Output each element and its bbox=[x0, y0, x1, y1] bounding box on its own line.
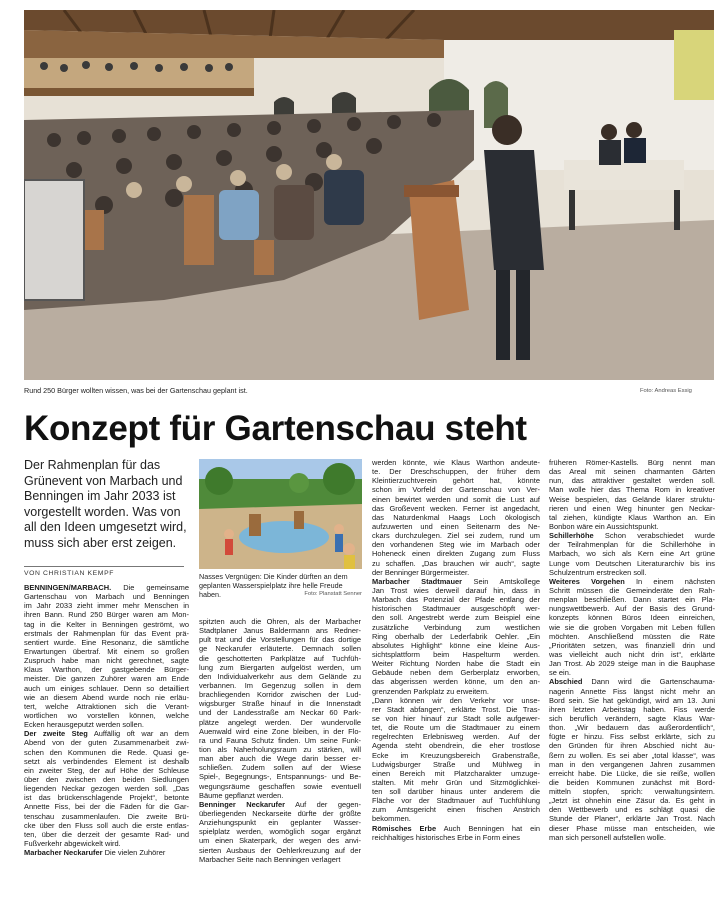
text-line: ihren letzten Arbeitstag haben. Fiss werde bbox=[549, 704, 715, 714]
text-line: Agenda steht obendrein, die eher trostlose bbox=[372, 741, 540, 751]
text-line: ihren Bann. Rund 250 Bürger waren am Mon- bbox=[24, 610, 189, 620]
text-line: aufzuwerten und einen Seitenarm des Ne- bbox=[372, 521, 540, 531]
text-line: bekommen. bbox=[372, 814, 411, 824]
text-line: sentiert wurde. Eine Resonanz, die sämtliche bbox=[24, 637, 189, 647]
text-line: man sich personell aufstellen wolle. bbox=[549, 832, 666, 842]
playground-rendering-image bbox=[199, 459, 362, 569]
text-line: wortlichen wo vorstellen können, welche bbox=[24, 710, 189, 720]
text-line: um einen Skaterpark, der wegen des anvi- bbox=[199, 836, 361, 846]
text-line: Marbacher Seite nach Benningen verlagert bbox=[199, 854, 341, 864]
text-line: das Naturdenkmal Haags Loch ökologisch bbox=[372, 512, 540, 522]
text-line: „Prioritäten setzen, was finanziell drin und bbox=[549, 640, 715, 650]
text-line: Stadtplaner Janus Baldermann ans Redner- bbox=[199, 626, 361, 636]
text-line: Marbach, wo sich als Kern eine Art grüne bbox=[549, 549, 715, 559]
playground-credit: Foto: Planstatt Senner bbox=[304, 591, 362, 597]
text-line: BENNINGEN/MARBACH. Die gemeinsame bbox=[24, 583, 189, 592]
text-line: möchten. Anschließend müssten die Räte bbox=[549, 631, 715, 641]
text-line: wie sie die groben Vorgaben mit Leben füllen bbox=[549, 622, 715, 632]
text-line: Kleintierzuchtverein gehört hat, könnte bbox=[372, 476, 540, 486]
text-line: Jan Trost. Ab 2029 steige man in die Bauphase bbox=[549, 659, 715, 669]
text-line: konzepts können Büros Ideen einreichen, bbox=[549, 613, 715, 623]
text-line: erreicht habe. Die Lücke, die sie reiße, wollen bbox=[549, 768, 715, 778]
text-line: Ludwigsburger Straße und Mühlweg in bbox=[372, 759, 540, 769]
text-line: sierten Ausbaus der Oehlerkreuzung auf der bbox=[199, 845, 361, 855]
text-line: das Großevent wecken. Ferner ist angedacht, bbox=[372, 503, 540, 513]
text-line: se von hier hinauf zur Stadt solle aufgewer- bbox=[372, 713, 540, 723]
text-line: ge Neckarufer erläuterte. Demnach sollen bbox=[199, 644, 361, 654]
text-line: fügte er hinzu. Fiss selbst erklärte, sich zu bbox=[549, 732, 715, 742]
text-line: cke über den Fluss soll auch die erste entlas- bbox=[24, 820, 189, 830]
text-line: rieren und einen Weg hinunter gen Neckar- bbox=[549, 503, 715, 513]
text-line: Ring oberhalb der Lederfabrik Oehler. „Ein bbox=[372, 631, 540, 641]
text-line: im Jahr 2033 zieht immer mehr Menschen in bbox=[24, 601, 189, 611]
text-line: grenzenden Parkplatz zu erweitern. bbox=[372, 686, 489, 696]
playground-caption-text: Nasses Vergnügen: Die Kinder dürften an dem geplanten Wasserspielplatz ihre helle Freude haben. bbox=[199, 572, 348, 599]
text-line: Fläche vor der Stadtmauer auf Tuchfühlung bbox=[372, 796, 540, 806]
text-line: Marbacher Stadtmauer Sein Amtskollege bbox=[372, 576, 540, 586]
text-line: ckars durchzulegen. Ziel sei zudem, rund um bbox=[372, 531, 540, 541]
text-line: tal ziehen, kündigte Klaus Warthon an. Ein bbox=[549, 512, 715, 522]
text-line: ßern zu wollen. Es sei aber „total klasse“, was bbox=[549, 750, 715, 760]
text-line: Marbach das Potenzial der Pfade entlang der bbox=[372, 595, 540, 605]
text-line: schließen. Zudem sollen auf der Wiese bbox=[199, 763, 361, 773]
text-line: Jan Trost wies derweil darauf hin, dass in bbox=[372, 585, 540, 595]
text-line: Zuspruch habe man nicht gerechnet, sagte bbox=[24, 656, 189, 666]
body-column-2 bbox=[199, 617, 361, 864]
text-line: plätze angelegt werden. Der wundervolle bbox=[199, 717, 361, 727]
text-line: se ein. bbox=[549, 668, 571, 678]
main-photo bbox=[24, 10, 714, 380]
text-line: die geschotterten Parkplätze auf Tuchfüh- bbox=[199, 653, 361, 663]
text-line: zum Amtsgericht einen frischen Anstrich bbox=[372, 805, 540, 815]
text-line: den soll. Angestrebt werde zum Beispiel eine bbox=[372, 613, 540, 623]
text-line: te. Der Dreschschuppen, der früher dem bbox=[372, 467, 540, 477]
headline: Konzept für Gartenschau steht bbox=[24, 409, 527, 448]
text-line: sichtsplattform beim Haspelturm werden. bbox=[372, 649, 540, 659]
text-line: ra und Fauna Schutz finden. Um seine Funk- bbox=[199, 735, 361, 745]
text-line: „Dann können wir den Verkehr vor unse- bbox=[372, 695, 540, 705]
text-line: Schulzentrum erstrecken soll. bbox=[549, 567, 647, 577]
text-line: Fußverkehr abgewickelt wird. bbox=[24, 838, 121, 848]
text-line: Der zweite Steg Auffällig oft war an dem bbox=[24, 729, 189, 739]
text-line: Ecken herausgeputzt werden sollen. bbox=[24, 720, 144, 730]
text-line: tion als Naherholungsraum zu stärken, will bbox=[199, 744, 361, 754]
text-line: zu schaffen. „Das brauchen wir auch“, sagte bbox=[372, 558, 540, 568]
text-line: sich beruflich verändern, sagte Klaus War- bbox=[549, 713, 715, 723]
text-line: Weise bespielen, das Gelände klarer struktu- bbox=[549, 494, 715, 504]
text-line: brachliegenden Korridor zwischen der Lud- bbox=[199, 690, 361, 700]
text-line: mitteln stopfen, sprich: verwaltungsintern. bbox=[549, 787, 715, 797]
text-line: Man wolle hier das Thema Rom in kreativer bbox=[549, 485, 715, 495]
byline-rule bbox=[24, 566, 184, 567]
text-line: wegungsräume geschaffen sowie eventuell bbox=[199, 781, 361, 791]
text-line: einen bewirtet werden und somit die Lust auf bbox=[372, 494, 540, 504]
text-line: den Individualverkehr aus dem Gelände zu bbox=[199, 671, 361, 681]
text-line: ten soll darüber hinaus unter anderem die bbox=[372, 787, 540, 797]
text-line: Benninger Neckarufer Auf der gegen- bbox=[199, 799, 361, 809]
text-line: das abgerissen werden könne, um den an- bbox=[372, 677, 540, 687]
body-column-3 bbox=[372, 458, 540, 842]
text-line: Hoheneck einen direkten Zugang zum Fluss bbox=[372, 549, 540, 559]
text-line: man in den vergangenen Jahren zusammen bbox=[549, 759, 715, 769]
text-line: Auenwald wird eine Zone bleiben, in der Flo- bbox=[199, 726, 361, 736]
body-column-4 bbox=[549, 458, 715, 842]
text-line: ist das brückenschlagende Projekt“, betonte bbox=[24, 793, 189, 803]
text-line: und der Landesstraße am Neckar 60 Park- bbox=[199, 708, 361, 718]
text-line: meister. Die ganzen Zuhörer waren am Ende bbox=[24, 674, 189, 684]
text-line: liegenden Neckar gezogen werden soll. „Das bbox=[24, 784, 189, 794]
text-line: Erwartungen übertraf. Mit einem so großen bbox=[24, 646, 189, 656]
text-line: ein zweiter Steg, der auf Höhe der Schleuse bbox=[24, 765, 189, 775]
text-line: über den zwischen den beiden Siedlungen bbox=[24, 774, 189, 784]
text-line: die beiden Kommunen zunächst mit Bord- bbox=[549, 777, 715, 787]
text-line: Stunde der Planer“, erklärte Jan Trost. Nach bbox=[549, 814, 715, 824]
text-line: setzt als verbindendes Element ist deshalb bbox=[24, 756, 189, 766]
text-line: spitzten auch die Ohren, als der Marbacher bbox=[199, 617, 361, 626]
text-line: pult trat und die Vorstellungen für das dortige bbox=[199, 635, 361, 645]
text-line: schen den Kommunen die Rede. Quasi ge- bbox=[24, 747, 189, 757]
text-line: Lunge vom Deutschen Literaturarchiv bis ins bbox=[549, 558, 715, 568]
text-line: tag in die Kelter in Benningen geströmt, wo bbox=[24, 619, 189, 629]
text-line: Bonbon wäre ein Aussichtspunkt. bbox=[549, 521, 659, 531]
text-line: stalten. Mit mehr Grün und Sitzmöglichkei- bbox=[372, 777, 540, 787]
text-line: Klaus Warthon, der gastgebende Bürger- bbox=[24, 665, 189, 675]
text-line: absolutes Highlight“ könne eine kleine Aus- bbox=[372, 640, 540, 650]
text-line: Abschied Dann wird die Gartenschauma- bbox=[549, 677, 715, 687]
text-line: verbannen. Im Gegenzug sollen in dem bbox=[199, 680, 361, 690]
text-line: regelrechten Erlebnisweg werden. Auf der bbox=[372, 732, 540, 742]
photo-credit: Foto: Andreas Essig bbox=[640, 388, 692, 394]
text-line: Abend von der guten Zusammenarbeit zwi- bbox=[24, 738, 189, 748]
byline-text: VON CHRISTIAN KEMPF bbox=[24, 570, 114, 577]
text-line: dieser Phase müsse man entscheiden, wie bbox=[549, 823, 715, 833]
text-line: man aber auch die Wege darin besser er- bbox=[199, 754, 361, 764]
text-line: auch um einiges schlauer. Denn so detailliert bbox=[24, 683, 189, 693]
text-line: erstmals der Rahmenplan für das Event prä- bbox=[24, 628, 189, 638]
lead-paragraph: Der Rahmenplan für das Grünevent von Marbach und Benningen im Jahr 2033 ist vorgestellt worden. Was von all den Ideen umgesetzt wird, muss sich aber erst zeigen. bbox=[24, 458, 187, 550]
text-line: den Gründen für ihren Abschied nicht äu- bbox=[549, 741, 715, 751]
text-line: Ecke im Kreuzungsbereich Grabenstraße, bbox=[372, 750, 540, 760]
text-line: nun, das attraktiver gestaltet werden soll. bbox=[549, 476, 715, 486]
text-line: tet, die Route um die Stadtmauer zu einem bbox=[372, 723, 540, 733]
text-line: schon im Vorfeld der Gartenschau von Ver- bbox=[372, 485, 540, 495]
text-line: Bord sein. Sie hat gekündigt, wird am 13. Juni bbox=[549, 695, 715, 705]
text-line: „Jetzt ist ohnehin eine Zäsur da. Es geht in bbox=[549, 796, 715, 806]
text-line: tenschau zusammenlaufen. Die zweite Brü- bbox=[24, 811, 189, 821]
text-line: den Wettbewerb und es schlägt quasi die bbox=[549, 805, 715, 815]
text-line: ten, über die derzeit der gesamte Rad- und bbox=[24, 829, 189, 839]
text-line: das Areal mit seinen charmanten Gärten bbox=[549, 467, 715, 477]
text-line: nungswettbewerb. Auf der Basis des Grund- bbox=[549, 604, 715, 614]
text-line: Bäume gepflanzt werden. bbox=[199, 790, 284, 800]
text-line: Weiter Richtung Norden habe die Stadt ein bbox=[372, 659, 540, 669]
text-line: überliegenden Neckarseite dürfte der größte bbox=[199, 808, 361, 818]
text-line: der Benninger Bürgermeister. bbox=[372, 567, 470, 577]
text-line: Gartenschau von Marbach und Benningen bbox=[24, 592, 189, 602]
text-line: was vielleicht auch nicht drin ist“, erklärte bbox=[549, 649, 715, 659]
text-line: lung zum Biergarten aufgelöst werden, um bbox=[199, 662, 361, 672]
text-line: Römisches Erbe Auch Benningen hat ein bbox=[372, 823, 540, 833]
text-line: werden könnte, wie Klaus Warthon andeute- bbox=[372, 458, 540, 467]
text-line: zusätzliche Verbindung zum westlichen bbox=[372, 622, 540, 632]
text-line: einen Bereich mit Platzcharakter umzuge- bbox=[372, 768, 540, 778]
text-line: Gebäude neben dem Gerberplatz erworben, bbox=[372, 668, 540, 678]
text-line: rer Stadt abfangen“, erklärte Trost. Die Tras- bbox=[372, 704, 540, 714]
text-line: reichhaltiges historisches Erbe in Form eines bbox=[372, 832, 520, 842]
text-line: Anziehungspunkt ein geplanter Wasser- bbox=[199, 818, 361, 828]
photo-caption: Rund 250 Bürger wollten wissen, was bei der Gartenschau geplant ist. bbox=[24, 386, 248, 395]
text-line: den vorhandenen Steg wie im Marbach oder bbox=[372, 540, 540, 550]
text-line: nagerin Annette Fiss längst nicht mehr an bbox=[549, 686, 715, 696]
text-line: Schillerhöhe Schon verabschiedet wurde bbox=[549, 531, 715, 541]
text-line: Annette Fiss, bei der die Fäden für die Gar- bbox=[24, 802, 189, 812]
text-line: wie an diesem Abend wurde noch nie erläu- bbox=[24, 692, 189, 702]
text-line: wigsburger Straße hinauf in die Innenstadt bbox=[199, 699, 361, 709]
text-line: früheren Römer-Kastells. Bürg nennt man bbox=[549, 458, 715, 467]
text-line: thon. „Wir bedauern das außerordentlich“, bbox=[549, 723, 715, 733]
playground-image-caption bbox=[199, 572, 362, 599]
text-line: Spiel-, Begegnungs-, Entspannungs- und Be- bbox=[199, 772, 361, 782]
text-line: spielplatz werden, womöglich sogar ergänzt bbox=[199, 827, 361, 837]
text-line: Marbacher Neckarufer Die vielen Zuhörer bbox=[24, 848, 166, 858]
text-line: Schritt müssen die Gemeinderäte den Rah- bbox=[549, 585, 715, 595]
text-line: der Teilrahmenplan für die Schillerhöhe in bbox=[549, 540, 715, 550]
text-line: Weiteres Vorgehen In einem nächsten bbox=[549, 576, 715, 586]
body-column-1 bbox=[24, 583, 189, 857]
text-line: historischen Stadtmauer ausgeschöpft wer- bbox=[372, 604, 540, 614]
byline bbox=[24, 569, 114, 578]
text-line: tert, welche Attraktionen sich die Verant- bbox=[24, 701, 189, 711]
text-line: menplan beschließen. Dann startet ein Pla- bbox=[549, 595, 715, 605]
